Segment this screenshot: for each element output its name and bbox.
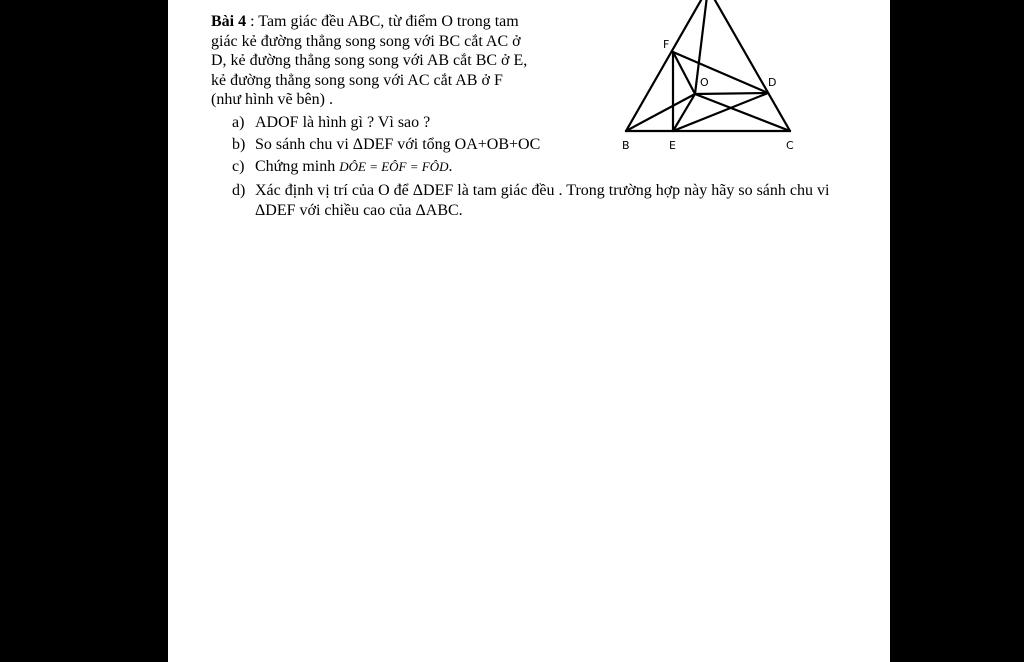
label-o: O bbox=[700, 76, 709, 89]
question-c-tail: . bbox=[448, 158, 453, 175]
document-page bbox=[168, 0, 890, 662]
exercise-statement: : Tam giác đều ABC, từ điểm O trong tam giác kẻ đường thẳng song song với BC cắt AC ở D, kẻ đường thẳng song song với AB cắt BC ở E, kẻ đường thẳng song song với AC cắt AB ở F (như hình vẽ bên) . bbox=[211, 13, 528, 108]
triangle-figure bbox=[616, 0, 806, 160]
question-d-label: d) bbox=[232, 182, 246, 199]
segment-co bbox=[695, 94, 790, 131]
side-ab bbox=[626, 0, 708, 131]
label-c: C bbox=[786, 139, 794, 152]
exercise-intro bbox=[211, 12, 531, 110]
segment-of bbox=[673, 52, 695, 94]
label-e: E bbox=[669, 139, 676, 152]
label-f: F bbox=[663, 38, 670, 51]
question-c-text: Chứng minh bbox=[255, 158, 336, 175]
figure-lines bbox=[626, 0, 790, 131]
label-d: D bbox=[768, 76, 777, 89]
segment-od bbox=[695, 93, 768, 94]
question-c-formula: DÔE = EÔF = FÔD bbox=[339, 159, 449, 174]
label-b: B bbox=[622, 139, 630, 152]
question-a-text: ADOF là hình gì ? Vì sao ? bbox=[255, 114, 431, 131]
question-d-text: Xác định vị trí của O để ΔDEF là tam giác đều . Trong trường hợp này hãy so sánh chu vi ΔDEF với chiều cao của ΔABC. bbox=[255, 182, 830, 219]
question-b-text: So sánh chu vi ΔDEF với tổng OA+OB+OC bbox=[255, 136, 541, 153]
segment-fd bbox=[673, 52, 768, 93]
question-a-label: a) bbox=[232, 114, 245, 131]
question-c-label: c) bbox=[232, 158, 245, 175]
exercise-label: Bài 4 bbox=[211, 13, 247, 30]
question-c-body bbox=[255, 157, 452, 177]
question-b-label: b) bbox=[232, 136, 246, 153]
